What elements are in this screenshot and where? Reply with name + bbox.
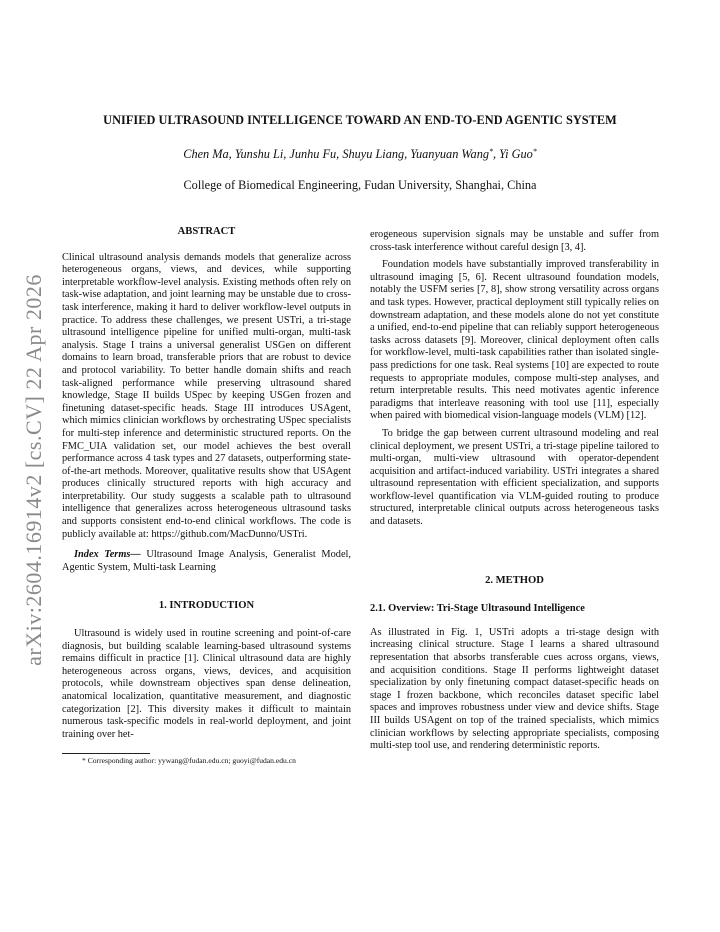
authors-last: , Yi Guo: [493, 147, 533, 161]
abstract-body: Clinical ultrasound analysis demands models that generalize across heterogeneous organs, views, and devices, while supporting interpretable workflow-level analysis. Existing methods often rely on task-wise adaptation, and joint learning may be unstable due to cross-task interference, making it hard to deliver workflow-level outputs in practice. To address these challenges, we present USTri, a tri-stage ultrasound intelligence pipeline for unified multi-organ, multi-task analysis. Stage I trains a universal generalist USGen on different domains to learn broad, transferable priors that are robust to device and protocol variability. To better handle domain shifts and reach task-aligned performance while preserving ultrasound shared knowledge, Stage II builds USpec by keeping USGen frozen and finetuning dataset-specific heads. Stage III introduces USAgent, which mimics clinician workflows by orchestrating USpec specialists for multi-step inference and deterministic structured reports. On the FMC_UIA validation set, our model achieves the best overall performance across 4 task types and 27 datasets, outperforming state-of-the-art methods. Moreover, qualitative results show that USAgent produces clinically structured reports with high accuracy and interpretability. Our study suggests a scalable path to ultrasound intelligence that generalizes across heterogeneous ultrasound tasks and supports consistent end-to-end clinical workflows. The code is publicly available at: https://github.com/MacDunno/USTri.: [62, 251, 351, 540]
affiliation: College of Biomedical Engineering, Fudan University, Shanghai, China: [183, 178, 537, 192]
method-paragraph-1: As illustrated in Fig. 1, USTri adopts a tri-stage design with increasing clinical structure. Stage I learns a shared ultrasound representation that absorbs transferable cues across organs, views, and acquisition conditions. Stage II performs lightweight dataset specialization by only finetuning compact dataset-specific heads on stage I frozen backbone, which reconciles dataset specific label spaces and improves robustness under view and device shifts. Stage III builds USAgent on top of the trained specialists, which mimics clinician workflows by selecting appropriate specialists, composing multi-step tool use, and rendering deterministic reports.: [370, 626, 659, 752]
index-terms: [62, 549, 351, 574]
method-subheading: 2.1. Overview: Tri-Stage Ultrasound Intelligence: [370, 603, 585, 615]
arxiv-identifier-stamp: [14, 260, 54, 680]
introduction-paragraph-1: Ultrasound is widely used in routine screening and point-of-care diagnosis, but building scalable learning-based ultrasound systems remains difficult in practice [1]. Clinical ultrasound data are highly heterogeneous across organs, views, devices, and acquisition protocols, while downstream objectives span dense delineation, anatomical localization, quantitative measurement, and diagnostic categorization [2]. This diversity makes it difficult to maintain numerous task-specific models in real-world deployment, and joint training over het-: [62, 628, 351, 740]
introduction-paragraph-1-continued: erogeneous supervision signals may be unstable and suffer from cross-task interference without careful design [3, 4].: [370, 229, 659, 253]
introduction-paragraph-2: Foundation models have substantially improved transferability in ultrasound imaging [5, 6]. Recent ultrasound foundation models, notably the USFM series [7, 8], show strong versatility across organs and task types. However, practical deployment still typically relies on downstream adaptation, and these models alone do not yet constitute a unified, end-to-end pipeline that can reliably support heterogeneous tasks across datasets [9]. Moreover, clinical deployment often calls for workflow-level, multi-task capabilities rather than isolated single-pass predictions for one task. Real systems [10] are expected to route requests to appropriate modules, compose multi-step analyses, and return interpretable results. This need motivates agentic inference paradigms that interleave reasoning with tool use [11], especially when paired with biomedical vision-language models (VLM) [12].: [370, 259, 659, 422]
authors-text: Chen Ma, Yunshu Li, Junhu Fu, Shuyu Liang, Yuanyuan Wang: [183, 147, 489, 161]
corresponding-mark: *: [489, 147, 493, 156]
corresponding-mark: *: [532, 147, 537, 156]
arxiv-identifier-text: arXiv:2604.16914v2 [cs.CV] 22 Apr 2026: [21, 274, 46, 666]
index-terms-label: Index Terms—: [74, 549, 141, 561]
footnote-divider: [62, 753, 150, 754]
footnote: * Corresponding author: yywang@fudan.edu.cn; guoyi@fudan.edu.cn: [82, 756, 296, 766]
method-heading: 2. METHOD: [485, 574, 544, 586]
author-list: [0, 147, 720, 162]
introduction-heading: 1. INTRODUCTION: [158, 600, 255, 612]
abstract-heading: ABSTRACT: [177, 226, 236, 237]
right-column: [370, 229, 659, 753]
introduction-paragraph-3: To bridge the gap between current ultrasound modeling and real clinical deployment, we present USTri, a tri-stage pipeline tailored to multi-organ, multi-view ultrasound with operator-dependent acquisition and artifact-induced variability. USTri integrates a shared ultrasound representation with efficient specialization, and supports workflow-level quantification via VLM-guided routing to produce structured, interpretable clinical outputs across heterogeneous tasks and datasets.: [370, 427, 659, 528]
left-column: [62, 226, 351, 766]
index-terms-text: Ultrasound Image Analysis, Generalist Model, Agentic System, Multi-task Learning: [62, 549, 352, 573]
paper-title: UNIFIED ULTRASOUND INTELLIGENCE TOWARD AN END-TO-END AGENTIC SYSTEM: [103, 113, 617, 127]
